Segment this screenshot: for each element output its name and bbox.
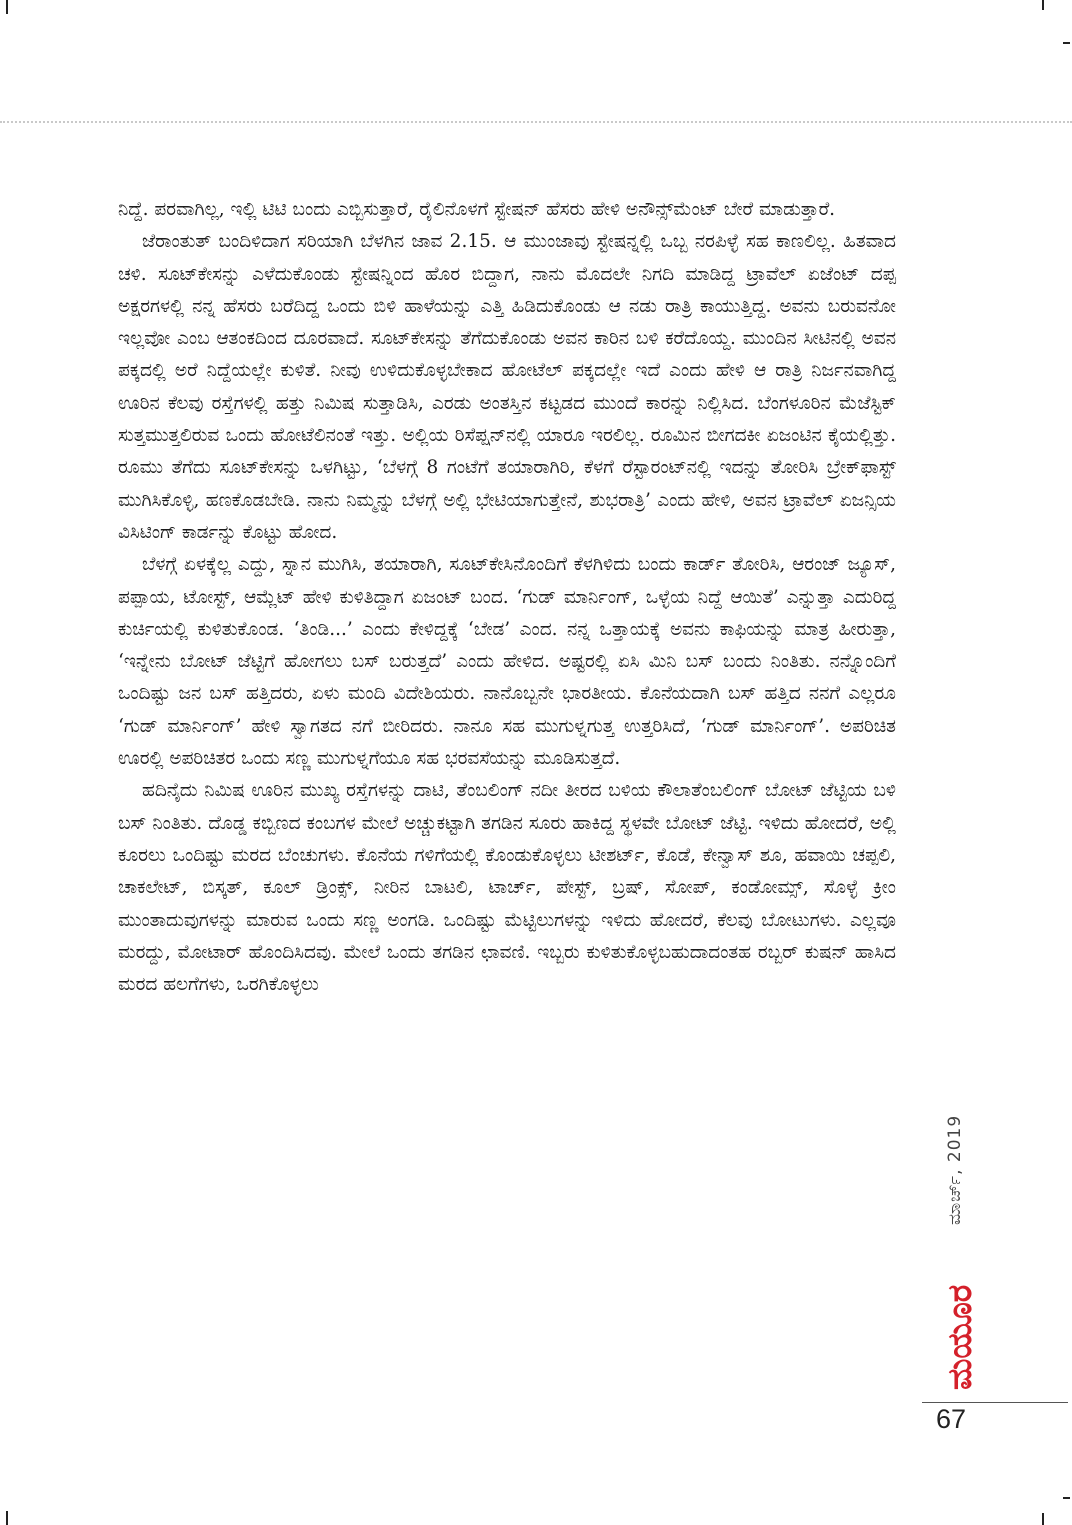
paragraph-1: ನಿದ್ದೆ. ಪರವಾಗಿಲ್ಲ, ಇಲ್ಲಿ ಟಿಟಿ ಬಂದು ಎಬ್ಬಿಸುತ್ತಾರೆ, ರೈಲಿನೊಳಗೆ ಸ್ಟೇಷನ್ ಹೆಸರು ಹೇಳಿ ಅನೌನ್ಸ್‌ಮೆಂಟ್ ಬೇರೆ ಮಾಡುತ್ತಾರೆ. — [118, 199, 836, 220]
crop-mark-right-upper — [1063, 42, 1070, 44]
side-label — [937, 1100, 977, 1400]
article-body — [118, 194, 896, 1001]
paragraph-2: ಜೆರಾಂತುತ್ ಬಂದಿಳಿದಾಗ ಸರಿಯಾಗಿ ಬೆಳಗಿನ ಜಾವ 2.15. ಆ ಮುಂಜಾವು ಸ್ಟೇಷನ್ನಲ್ಲಿ ಒಬ್ಬ ನರಪಿಳ್ಳೆ ಸಹ ಕಾಣಲಿಲ್ಲ. ಹಿತವಾದ ಚಳಿ. ಸೂಟ್‌ಕೇಸನ್ನು ಎಳೆದುಕೊಂಡು ಸ್ಟೇಷನ್ನಿಂದ ಹೊರ ಬಿದ್ದಾಗ, ನಾನು ಮೊದಲೇ ನಿಗದಿ ಮಾಡಿದ್ದ ಟ್ರಾವೆಲ್ ಏಜೆಂಟ್ ದಪ್ಪ ಅಕ್ಷರಗಳಲ್ಲಿ ನನ್ನ ಹೆಸರು ಬರೆದಿದ್ದ ಒಂದು ಬಿಳಿ ಹಾಳೆಯನ್ನು ಎತ್ತಿ ಹಿಡಿದುಕೊಂಡು ಆ ನಡು ರಾತ್ರಿ ಕಾಯುತ್ತಿದ್ದ. ಅವನು ಬರುವನೋ ಇಲ್ಲವೋ ಎಂಬ ಆತಂಕದಿಂದ ದೂರವಾದೆ. ಸೂಟ್‌ಕೇಸನ್ನು ತೆಗೆದುಕೊಂಡು ಅವನ ಕಾರಿನ ಬಳಿ ಕರೆದೊಯ್ದ. ಮುಂದಿನ ಸೀಟಿನಲ್ಲಿ ಅವನ ಪಕ್ಕದಲ್ಲಿ ಅರೆ ನಿದ್ದೆಯಲ್ಲೇ ಕುಳಿತೆ. ನೀವು ಉಳಿದುಕೊಳ್ಳಬೇಕಾದ ಹೋಟೆಲ್ ಪಕ್ಕದಲ್ಲೇ ಇದೆ ಎಂದು ಹೇಳಿ ಆ ರಾತ್ರಿ ನಿರ್ಜನವಾಗಿದ್ದ ಊರಿನ ಕೆಲವು ರಸ್ತೆಗಳಲ್ಲಿ ಹತ್ತು ನಿಮಿಷ ಸುತ್ತಾಡಿಸಿ, ಎರಡು ಅಂತಸ್ತಿನ ಕಟ್ಟಡದ ಮುಂದೆ ಕಾರನ್ನು ನಿಲ್ಲಿಸಿದ. ಬೆಂಗಳೂರಿನ ಮೆಜೆಸ್ಟಿಕ್ ಸುತ್ತಮುತ್ತಲಿರುವ ಒಂದು ಹೋಟೆಲಿನಂತೆ ಇತ್ತು. ಅಲ್ಲಿಯ ರಿಸೆಪ್ಷನ್‌ನಲ್ಲಿ ಯಾರೂ ಇರಲಿಲ್ಲ. ರೂಮಿನ ಬೀಗದಕೀ ಏಜಂಟಿನ ಕೈಯಲ್ಲಿತ್ತು. ರೂಮು ತೆಗೆದು ಸೂಟ್‌ಕೇಸನ್ನು ಒಳಗಿಟ್ಟು, ‘ಬೆಳಗ್ಗೆ 8 ಗಂಟೆಗೆ ತಯಾರಾಗಿರಿ, ಕೆಳಗೆ ರೆಸ್ಟಾರಂಟ್‌ನಲ್ಲಿ ಇದನ್ನು ತೋರಿಸಿ ಬ್ರೇಕ್‌ಫಾಸ್ಟ್ ಮುಗಿಸಿಕೊಳ್ಳಿ, ಹಣಕೊಡಬೇಡಿ. ನಾನು ನಿಮ್ಮನ್ನು ಬೆಳಗ್ಗೆ ಅಲ್ಲಿ ಭೇಟಿಯಾಗುತ್ತೇನೆ, ಶುಭರಾತ್ರಿ’ ಎಂದು ಹೇಳಿ, ಅವನ ಟ್ರಾವೆಲ್ ಏಜನ್ಸಿಯ ವಿಸಿಟಿಂಗ್ ಕಾರ್ಡನ್ನು ಕೊಟ್ಟು ಹೋದ. — [118, 231, 896, 543]
paragraph-3: ಬೆಳಗ್ಗೆ ಏಳಕ್ಕೆಲ್ಲ ಎದ್ದು, ಸ್ನಾನ ಮುಗಿಸಿ, ತಯಾರಾಗಿ, ಸೂಟ್‌ಕೇಸಿನೊಂದಿಗೆ ಕೆಳಗಿಳಿದು ಬಂದು ಕಾರ್ಡ್ ತೋರಿಸಿ, ಆರಂಜ್ ಜ್ಯೂಸ್, ಪಪ್ಪಾಯ, ಟೋಸ್ಟ್, ಆಮ್ಲೆಟ್ ಹೇಳಿ ಕುಳಿತಿದ್ದಾಗ ಏಜಂಟ್ ಬಂದ. ‘ಗುಡ್ ಮಾರ್ನಿಂಗ್, ಒಳ್ಳೆಯ ನಿದ್ದೆ ಆಯಿತೆ’ ಎನ್ನುತ್ತಾ ಎದುರಿದ್ದ ಕುರ್ಚಿಯಲ್ಲಿ ಕುಳಿತುಕೊಂಡ. ‘ತಿಂಡಿ...’ ಎಂದು ಕೇಳಿದ್ದಕ್ಕೆ ‘ಬೇಡ’ ಎಂದ. ನನ್ನ ಒತ್ತಾಯಕ್ಕೆ ಅವನು ಕಾಫಿಯನ್ನು ಮಾತ್ರ ಹೀರುತ್ತಾ, ‘ಇನ್ನೇನು ಬೋಟ್ ಜೆಟ್ಟಿಗೆ ಹೋಗಲು ಬಸ್ ಬರುತ್ತದೆ’ ಎಂದು ಹೇಳಿದ. ಅಷ್ಟರಲ್ಲಿ ಏಸಿ ಮಿನಿ ಬಸ್ ಬಂದು ನಿಂತಿತು. ನನ್ನೊಂದಿಗೆ ಒಂದಿಷ್ಟು ಜನ ಬಸ್ ಹತ್ತಿದರು, ಏಳು ಮಂದಿ ವಿದೇಶಿಯರು. ನಾನೊಬ್ಬನೇ ಭಾರತೀಯ. ಕೊನೆಯದಾಗಿ ಬಸ್ ಹತ್ತಿದ ನನಗೆ ಎಲ್ಲರೂ ‘ಗುಡ್ ಮಾರ್ನಿಂಗ್’ ಹೇಳಿ ಸ್ವಾಗತದ ನಗೆ ಬೀರಿದರು. ನಾನೂ ಸಹ ಮುಗುಳ್ನಗುತ್ತ ಉತ್ತರಿಸಿದೆ, ‘ಗುಡ್ ಮಾರ್ನಿಂಗ್’. ಅಪರಿಚಿತ ಊರಲ್ಲಿ ಅಪರಿಚಿತರ ಒಂದು ಸಣ್ಣ ಮುಗುಳ್ನಗೆಯೂ ಸಹ ಭರವಸೆಯನ್ನು ಮೂಡಿಸುತ್ತದೆ. — [118, 554, 896, 770]
crop-mark-bottom-right — [1042, 1513, 1044, 1525]
page-number-rule — [922, 1402, 1068, 1403]
paragraph-4: ಹದಿನೈದು ನಿಮಿಷ ಊರಿನ ಮುಖ್ಯ ರಸ್ತೆಗಳನ್ನು ದಾಟಿ, ತೆಂಬಲಿಂಗ್ ನದೀ ತೀರದ ಬಳಿಯ ಕೌಲಾತೆಂಬಲಿಂಗ್ ಬೋಟ್ ಜೆಟ್ಟಿಯ ಬಳಿ ಬಸ್ ನಿಂತಿತು. ದೊಡ್ಡ ಕಬ್ಬಿಣದ ಕಂಬಗಳ ಮೇಲೆ ಅಚ್ಚುಕಟ್ಟಾಗಿ ತಗಡಿನ ಸೂರು ಹಾಕಿದ್ದ ಸ್ಥಳವೇ ಬೋಟ್ ಜೆಟ್ಟಿ. ಇಳಿದು ಹೋದರೆ, ಅಲ್ಲಿ ಕೂರಲು ಒಂದಿಷ್ಟು ಮರದ ಬೆಂಚುಗಳು. ಕೊನೆಯ ಗಳಿಗೆಯಲ್ಲಿ ಕೊಂಡುಕೊಳ್ಳಲು ಟೀಶರ್ಟ್, ಕೊಡೆ, ಕೇನ್ವಾಸ್ ಶೂ, ಹವಾಯಿ ಚಪ್ಪಲಿ, ಚಾಕಲೇಟ್, ಬಿಸ್ಕತ್, ಕೂಲ್ ಡ್ರಿಂಕ್ಸ್, ನೀರಿನ ಬಾಟಲಿ, ಟಾರ್ಚ್, ಪೇಸ್ಟ್, ಬ್ರಷ್, ಸೋಪ್, ಕಂಡೋಮ್ಸ್, ಸೊಳ್ಳೆ ಕ್ರೀಂ ಮುಂತಾದುವುಗಳನ್ನು ಮಾರುವ ಒಂದು ಸಣ್ಣ ಅಂಗಡಿ. ಒಂದಿಷ್ಟು ಮೆಟ್ಟಿಲುಗಳನ್ನು ಇಳಿದು ಹೋದರೆ, ಕೆಲವು ಬೋಟುಗಳು. ಎಲ್ಲವೂ ಮರದ್ದು, ಮೋಟಾರ್ ಹೊಂದಿಸಿದವು. ಮೇಲೆ ಒಂದು ತಗಡಿನ ಛಾವಣಿ. ಇಬ್ಬರು ಕುಳಿತುಕೊಳ್ಳಬಹುದಾದಂತಹ ರಬ್ಬರ್ ಕುಷನ್ ಹಾಸಿದ ಮರದ ಹಲಗೆಗಳು, ಒರಗಿಕೊಳ್ಳಲು — [118, 780, 896, 996]
page-number: 67 — [936, 1404, 967, 1434]
header-dotted-rule — [0, 121, 1072, 123]
issue-date: ಮಾರ್ಚ್, 2019 — [945, 1114, 965, 1225]
crop-mark-top-right — [1042, 0, 1044, 10]
magazine-logo: ಮಯೂರ — [940, 1284, 979, 1390]
crop-mark-right-lower — [1063, 1497, 1070, 1499]
crop-mark-top-left — [6, 0, 8, 14]
crop-mark-bottom-left — [6, 1511, 8, 1525]
